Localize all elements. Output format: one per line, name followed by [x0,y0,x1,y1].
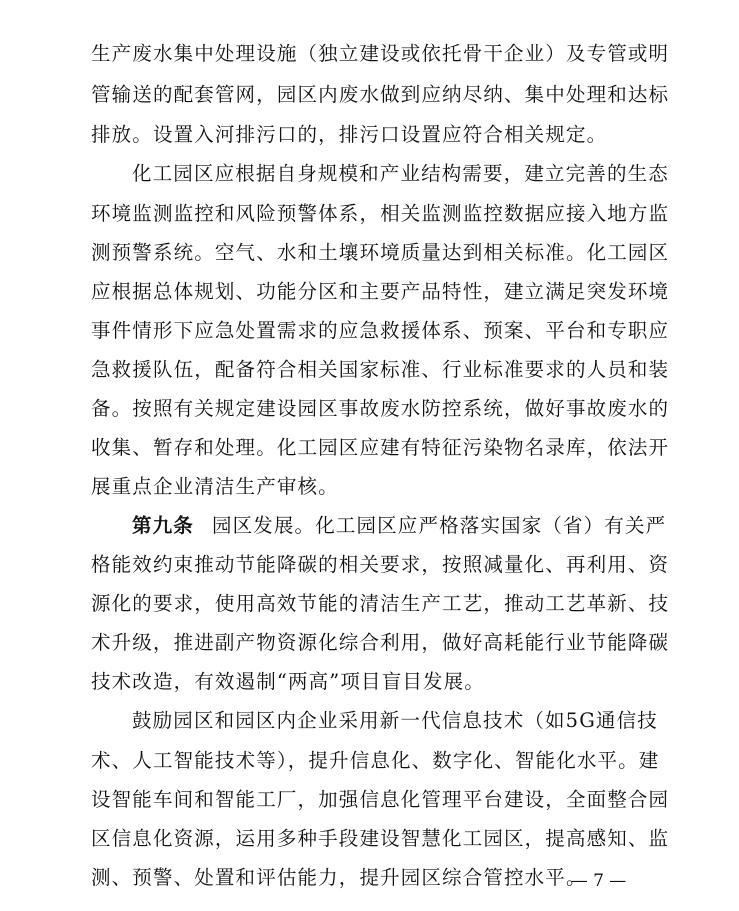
paragraph-line: 环境监测监控和风险预警体系，相关监测监控数据应接入地方监 [91,202,670,225]
paragraph-line: 备。按照有关规定建设园区事故废水防控系统，做好事故废水的 [91,397,670,420]
paragraph-line: 应根据总体规划、功能分区和主要产品特性，建立满足突发环境 [91,280,670,303]
paragraph-line: 事件情形下应急处置需求的应急救援体系、预案、平台和专职应 [91,319,670,342]
paragraph-line: 术升级，推进副产物资源化综合利用，做好高耗能行业节能降碳 [91,631,670,654]
paragraph-line: 鼓励园区和园区内企业采用新一代信息技术（如5G通信技 [132,709,658,732]
paragraph-line: 生产废水集中处理设施（独立建设或依托骨干企业）及专管或明 [91,42,670,65]
paragraph-line: 急救援队伍，配备符合相关国家标准、行业标准要求的人员和装 [91,358,670,381]
paragraph-line: 技术改造，有效遏制“两高”项目盲目发展。 [91,670,485,693]
paragraph-line: 设智能车间和智能工厂，加强信息化管理平台建设，全面整合园 [91,788,670,811]
article-first-line-text: 园区发展。化工园区应严格落实国家（省）有关严 [211,514,667,537]
paragraph-line: 测、预警、处置和评估能力，提升园区综合管控水平。 [91,866,587,889]
page-number: — 7 — [570,871,627,891]
paragraph-line: 格能效约束推动节能降碳的相关要求，按照减量化、再利用、资 [91,553,670,576]
paragraph-line: 测预警系统。空气、水和土壤环境质量达到相关标准。化工园区 [91,241,670,264]
paragraph-line: 源化的要求，使用高效节能的清洁生产工艺，推动工艺革新、技 [91,592,670,615]
paragraph-line: 化工园区应根据自身规模和产业结构需要，建立完善的生态 [132,162,669,185]
paragraph-line: 收集、暂存和处理。化工园区应建有特征污染物名录库，依法开 [91,436,670,459]
paragraph-line: 排放。设置入河排污口的，排污口设置应符合相关规定。 [91,123,608,146]
paragraph-line: 展重点企业清洁生产审核。 [91,475,339,498]
article-label: 第九条 [132,514,194,537]
article-first-line [132,512,671,540]
paragraph-line: 术、人工智能技术等），提升信息化、数字化、智能化水平。建 [91,749,660,772]
paragraph-line: 区信息化资源，运用多种手段建设智慧化工园区，提高感知、监 [91,827,670,850]
paragraph-line: 管输送的配套管网，园区内废水做到应纳尽纳、集中处理和达标 [91,83,670,106]
